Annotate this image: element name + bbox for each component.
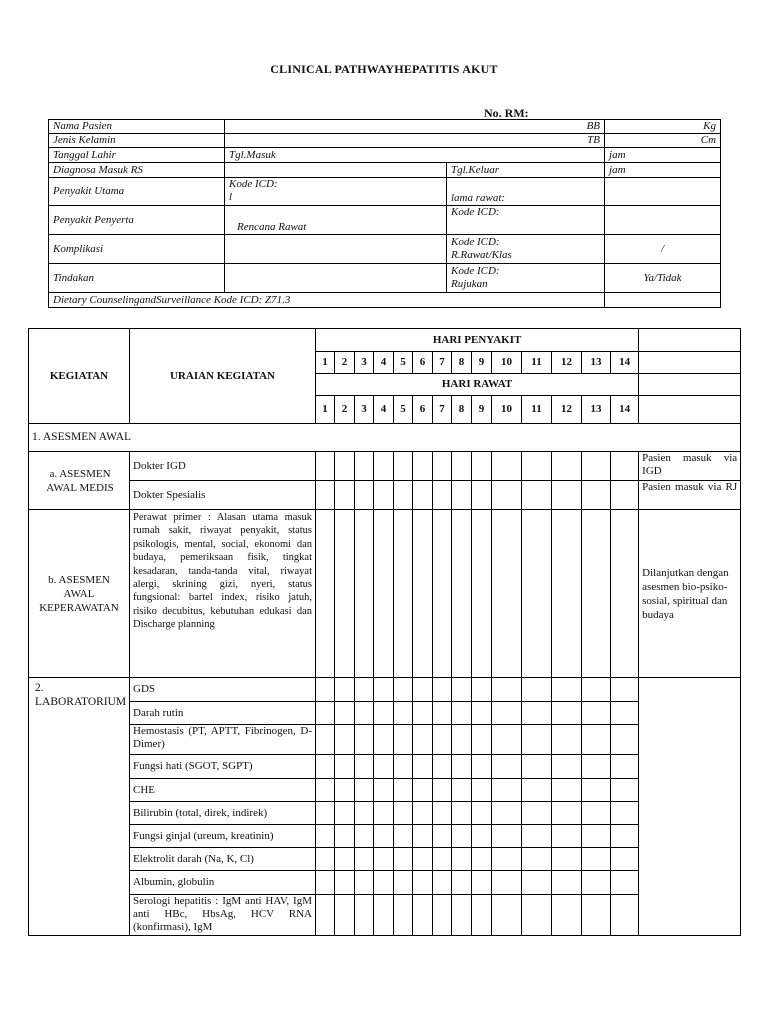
laboratorium-label: 2. LABORATORIUM: [29, 678, 130, 936]
day-check-cell[interactable]: [355, 452, 374, 481]
day-check-cell[interactable]: [413, 510, 433, 678]
hari-rawat-day-4: 4: [374, 396, 394, 424]
lab-item: CHE: [130, 779, 316, 802]
hari-rawat-day-14: 14: [611, 396, 639, 424]
day-check-cell[interactable]: [394, 481, 413, 510]
day-check-cell[interactable]: [413, 779, 433, 802]
hari-rawat-day-3: 3: [355, 396, 374, 424]
day-check-cell[interactable]: [611, 779, 639, 802]
day-check-cell[interactable]: [472, 510, 492, 678]
day-check-cell[interactable]: [611, 848, 639, 871]
day-check-cell[interactable]: [492, 755, 522, 779]
day-check-cell[interactable]: [394, 895, 413, 936]
day-check-cell[interactable]: [413, 802, 433, 825]
hari-rawat-header: HARI RAWAT: [316, 374, 639, 396]
day-check-cell[interactable]: [335, 755, 355, 779]
kg-label: Kg: [605, 120, 721, 134]
day-check-cell[interactable]: [374, 452, 394, 481]
day-check-cell[interactable]: [452, 678, 472, 702]
day-check-cell[interactable]: [433, 755, 452, 779]
day-check-cell[interactable]: [472, 802, 492, 825]
header-blank-cell: [639, 352, 741, 374]
day-check-cell[interactable]: [611, 678, 639, 702]
dokter-spesialis: Dokter Spesialis: [130, 481, 316, 510]
hari-rawat-day-8: 8: [452, 396, 472, 424]
day-check-cell[interactable]: [552, 678, 582, 702]
day-check-cell[interactable]: [316, 848, 335, 871]
day-check-cell[interactable]: [522, 779, 552, 802]
day-check-cell[interactable]: [374, 725, 394, 755]
day-check-cell[interactable]: [335, 871, 355, 895]
day-check-cell[interactable]: [472, 825, 492, 848]
day-check-cell[interactable]: [394, 755, 413, 779]
hari-penyakit-day-2: 2: [335, 352, 355, 374]
pathway-table: [28, 328, 741, 936]
hari-rawat-day-7: 7: [433, 396, 452, 424]
day-check-cell[interactable]: [316, 871, 335, 895]
diagnosa-masuk-label: Diagnosa Masuk RS: [49, 163, 225, 178]
day-check-cell[interactable]: [452, 895, 472, 936]
kode-icd-utama: Kode ICD:: [229, 178, 278, 190]
ket-lanjut: Dilanjutkan dengan asesmen bio-psiko-sosial, spiritual dan budaya: [639, 510, 741, 678]
day-check-cell[interactable]: [374, 802, 394, 825]
day-check-cell[interactable]: [472, 755, 492, 779]
day-check-cell[interactable]: [522, 452, 552, 481]
lab-item: Albumin, globulin: [130, 871, 316, 895]
day-check-cell[interactable]: [611, 871, 639, 895]
day-check-cell[interactable]: [413, 848, 433, 871]
day-check-cell[interactable]: [582, 755, 611, 779]
lab-item: Hemostasis (PT, APTT, Fibrinogen, D-Dimer): [130, 725, 316, 755]
day-check-cell[interactable]: [452, 452, 472, 481]
tgl-masuk-label: Tgl.Masuk: [225, 148, 605, 163]
header-blank-cell: [639, 396, 741, 424]
lab-item: Elektrolit darah (Na, K, Cl): [130, 848, 316, 871]
day-check-cell[interactable]: [374, 895, 394, 936]
day-check-cell[interactable]: [433, 895, 452, 936]
day-check-cell[interactable]: [522, 802, 552, 825]
day-check-cell[interactable]: [413, 825, 433, 848]
day-check-cell[interactable]: [316, 702, 335, 725]
kode-icd-komplikasi: Kode ICD:: [451, 236, 500, 248]
hari-penyakit-day-8: 8: [452, 352, 472, 374]
penyakit-utama-label: Penyakit Utama: [49, 178, 225, 206]
day-check-cell[interactable]: [316, 678, 335, 702]
day-check-cell[interactable]: [316, 481, 335, 510]
tindakan-label: Tindakan: [49, 264, 225, 293]
day-check-cell[interactable]: [522, 725, 552, 755]
day-check-cell[interactable]: [335, 848, 355, 871]
day-check-cell[interactable]: [472, 871, 492, 895]
day-check-cell[interactable]: [335, 825, 355, 848]
day-check-cell[interactable]: [394, 802, 413, 825]
day-check-cell[interactable]: [492, 848, 522, 871]
jam-keluar-label: jam: [605, 163, 721, 178]
day-check-cell[interactable]: [452, 725, 472, 755]
day-check-cell[interactable]: [582, 871, 611, 895]
day-check-cell[interactable]: [394, 678, 413, 702]
day-check-cell[interactable]: [413, 481, 433, 510]
day-check-cell[interactable]: [472, 779, 492, 802]
day-check-cell[interactable]: [316, 510, 335, 678]
day-check-cell[interactable]: [335, 725, 355, 755]
day-check-cell[interactable]: [335, 481, 355, 510]
day-check-cell[interactable]: [316, 825, 335, 848]
day-check-cell[interactable]: [355, 802, 374, 825]
dokter-igd: Dokter IGD: [130, 452, 316, 481]
day-check-cell[interactable]: [394, 848, 413, 871]
day-check-cell[interactable]: [394, 779, 413, 802]
day-check-cell[interactable]: [413, 678, 433, 702]
day-check-cell[interactable]: [492, 725, 522, 755]
hari-rawat-day-13: 13: [582, 396, 611, 424]
hari-penyakit-header: HARI PENYAKIT: [316, 329, 639, 352]
day-check-cell[interactable]: [492, 802, 522, 825]
day-check-cell[interactable]: [394, 825, 413, 848]
lab-item: Serologi hepatitis : IgM anti HAV, IgM anti HBc, HbsAg, HCV RNA (konfirmasi), IgM: [130, 895, 316, 936]
kode-icd-tindakan: Kode ICD:: [451, 265, 500, 277]
day-check-cell[interactable]: [472, 481, 492, 510]
day-check-cell[interactable]: [452, 755, 472, 779]
day-check-cell[interactable]: [452, 825, 472, 848]
day-check-cell[interactable]: [433, 725, 452, 755]
day-check-cell[interactable]: [355, 510, 374, 678]
day-check-cell[interactable]: [552, 895, 582, 936]
day-check-cell[interactable]: [611, 510, 639, 678]
day-check-cell[interactable]: [552, 481, 582, 510]
day-check-cell[interactable]: [582, 848, 611, 871]
hari-penyakit-day-11: 11: [522, 352, 552, 374]
day-check-cell[interactable]: [394, 452, 413, 481]
day-check-cell[interactable]: [374, 825, 394, 848]
day-check-cell[interactable]: [374, 848, 394, 871]
day-check-cell[interactable]: [582, 678, 611, 702]
day-check-cell[interactable]: [611, 895, 639, 936]
lab-item: GDS: [130, 678, 316, 702]
day-check-cell[interactable]: [355, 725, 374, 755]
tb-label: TB: [225, 134, 605, 148]
day-check-cell[interactable]: [335, 452, 355, 481]
hari-penyakit-day-4: 4: [374, 352, 394, 374]
day-check-cell[interactable]: [335, 510, 355, 678]
hari-penyakit-day-1: 1: [316, 352, 335, 374]
day-check-cell[interactable]: [316, 895, 335, 936]
rencana-rawat-label: Rencana Rawat: [225, 206, 447, 235]
day-check-cell[interactable]: [472, 702, 492, 725]
day-check-cell[interactable]: [374, 871, 394, 895]
day-check-cell[interactable]: [552, 848, 582, 871]
day-check-cell[interactable]: [394, 702, 413, 725]
kode-icd-penyerta: Kode ICD:: [447, 206, 605, 235]
tgl-keluar-label: Tgl.Keluar: [447, 163, 605, 178]
day-check-cell[interactable]: [413, 702, 433, 725]
day-check-cell[interactable]: [582, 481, 611, 510]
komplikasi-label: Komplikasi: [49, 235, 225, 264]
day-check-cell[interactable]: [611, 702, 639, 725]
day-check-cell[interactable]: [452, 702, 472, 725]
day-check-cell[interactable]: [316, 802, 335, 825]
ket-igd: Pasien masuk via IGD: [639, 452, 741, 481]
day-check-cell[interactable]: [611, 452, 639, 481]
day-check-cell[interactable]: [472, 848, 492, 871]
kegiatan-header: KEGIATAN: [29, 329, 130, 424]
day-check-cell[interactable]: [552, 510, 582, 678]
day-check-cell[interactable]: [413, 452, 433, 481]
asesmen-awal-keperawatan-label: b. ASESMEN AWAL KEPERAWATAN: [29, 510, 130, 678]
hari-penyakit-day-3: 3: [355, 352, 374, 374]
slash-mark: /: [605, 235, 721, 264]
hari-penyakit-day-12: 12: [552, 352, 582, 374]
day-check-cell[interactable]: [374, 678, 394, 702]
day-check-cell[interactable]: [492, 678, 522, 702]
day-check-cell[interactable]: [316, 725, 335, 755]
jam-masuk-label: jam: [605, 148, 721, 163]
day-check-cell[interactable]: [355, 481, 374, 510]
day-check-cell[interactable]: [492, 895, 522, 936]
asesmen-awal-medis-label: a. ASESMEN AWAL MEDIS: [29, 452, 130, 510]
hari-rawat-day-10: 10: [492, 396, 522, 424]
day-check-cell[interactable]: [335, 895, 355, 936]
lab-item: Darah rutin: [130, 702, 316, 725]
day-check-cell[interactable]: [316, 755, 335, 779]
day-check-cell[interactable]: [611, 755, 639, 779]
day-check-cell[interactable]: [433, 702, 452, 725]
lama-rawat-label: lama rawat:: [447, 178, 605, 206]
hari-penyakit-day-9: 9: [472, 352, 492, 374]
day-check-cell[interactable]: [335, 779, 355, 802]
day-check-cell[interactable]: [492, 779, 522, 802]
day-check-cell[interactable]: [552, 825, 582, 848]
day-check-cell[interactable]: [433, 848, 452, 871]
lab-item: Fungsi hati (SGOT, SGPT): [130, 755, 316, 779]
day-check-cell[interactable]: [522, 702, 552, 725]
day-check-cell[interactable]: [492, 510, 522, 678]
hari-penyakit-day-10: 10: [492, 352, 522, 374]
day-check-cell[interactable]: [452, 779, 472, 802]
day-check-cell[interactable]: [355, 779, 374, 802]
day-check-cell[interactable]: [582, 510, 611, 678]
day-check-cell[interactable]: [374, 481, 394, 510]
day-check-cell[interactable]: [472, 678, 492, 702]
day-check-cell[interactable]: [552, 452, 582, 481]
day-check-cell[interactable]: [522, 871, 552, 895]
day-check-cell[interactable]: [522, 848, 552, 871]
day-check-cell[interactable]: [452, 871, 472, 895]
day-check-cell[interactable]: [355, 848, 374, 871]
day-check-cell[interactable]: [492, 481, 522, 510]
day-check-cell[interactable]: [374, 755, 394, 779]
day-check-cell[interactable]: [413, 725, 433, 755]
day-check-cell[interactable]: [452, 481, 472, 510]
jenis-kelamin-label: Jenis Kelamin: [49, 134, 225, 148]
day-check-cell[interactable]: [433, 802, 452, 825]
day-check-cell[interactable]: [355, 871, 374, 895]
hari-rawat-day-2: 2: [335, 396, 355, 424]
day-check-cell[interactable]: [374, 510, 394, 678]
day-check-cell[interactable]: [552, 755, 582, 779]
tanggal-lahir-label: Tanggal Lahir: [49, 148, 225, 163]
day-check-cell[interactable]: [472, 452, 492, 481]
day-check-cell[interactable]: [335, 802, 355, 825]
day-check-cell[interactable]: [582, 702, 611, 725]
day-check-cell[interactable]: [611, 481, 639, 510]
day-check-cell[interactable]: [522, 678, 552, 702]
l-mark: l: [229, 191, 233, 203]
day-check-cell[interactable]: [611, 725, 639, 755]
day-check-cell[interactable]: [522, 510, 552, 678]
hari-rawat-day-9: 9: [472, 396, 492, 424]
day-check-cell[interactable]: [433, 871, 452, 895]
uraian-header: URAIAN KEGIATAN: [130, 329, 316, 424]
day-check-cell[interactable]: [355, 755, 374, 779]
page-title: CLINICAL PATHWAYHEPATITIS AKUT: [270, 62, 498, 76]
dietary-label: Dietary CounselingandSurveillance Kode ICD: Z71.3: [49, 293, 605, 308]
ya-tidak-label: Ya/Tidak: [605, 264, 721, 293]
day-check-cell[interactable]: [355, 678, 374, 702]
day-check-cell[interactable]: [452, 510, 472, 678]
hari-rawat-day-12: 12: [552, 396, 582, 424]
hari-rawat-day-1: 1: [316, 396, 335, 424]
day-check-cell[interactable]: [522, 895, 552, 936]
day-check-cell[interactable]: [492, 871, 522, 895]
day-check-cell[interactable]: [582, 825, 611, 848]
day-check-cell[interactable]: [611, 802, 639, 825]
day-check-cell[interactable]: [413, 895, 433, 936]
day-check-cell[interactable]: [433, 678, 452, 702]
r-rawat-klas-label: R.Rawat/Klas: [451, 249, 512, 261]
day-check-cell[interactable]: [433, 452, 452, 481]
day-check-cell[interactable]: [522, 825, 552, 848]
day-check-cell[interactable]: [492, 825, 522, 848]
day-check-cell[interactable]: [374, 702, 394, 725]
day-check-cell[interactable]: [433, 825, 452, 848]
day-check-cell[interactable]: [552, 871, 582, 895]
penyakit-penyerta-label: Penyakit Penyerta: [49, 206, 225, 235]
day-check-cell[interactable]: [394, 871, 413, 895]
day-check-cell[interactable]: [522, 481, 552, 510]
day-check-cell[interactable]: [582, 725, 611, 755]
day-check-cell[interactable]: [355, 825, 374, 848]
day-check-cell[interactable]: [492, 702, 522, 725]
bb-label: BB: [225, 120, 605, 134]
day-check-cell[interactable]: [394, 725, 413, 755]
day-check-cell[interactable]: [335, 678, 355, 702]
lab-keterangan-cell: [639, 678, 741, 936]
day-check-cell[interactable]: [374, 779, 394, 802]
rujukan-label: Rujukan: [451, 278, 488, 290]
hari-rawat-day-6: 6: [413, 396, 433, 424]
hari-penyakit-day-7: 7: [433, 352, 452, 374]
day-check-cell[interactable]: [582, 895, 611, 936]
hari-penyakit-day-13: 13: [582, 352, 611, 374]
day-check-cell[interactable]: [611, 825, 639, 848]
day-check-cell[interactable]: [433, 510, 452, 678]
day-check-cell[interactable]: [552, 802, 582, 825]
day-check-cell[interactable]: [335, 702, 355, 725]
day-check-cell[interactable]: [413, 755, 433, 779]
ket-rj: Pasien masuk via RJ: [639, 481, 741, 510]
day-check-cell[interactable]: [316, 779, 335, 802]
day-check-cell[interactable]: [522, 755, 552, 779]
day-check-cell[interactable]: [472, 895, 492, 936]
day-check-cell[interactable]: [582, 802, 611, 825]
day-check-cell[interactable]: [355, 895, 374, 936]
patient-info-table: [48, 119, 721, 308]
day-check-cell[interactable]: [355, 702, 374, 725]
hari-rawat-day-5: 5: [394, 396, 413, 424]
nama-pasien-label: Nama Pasien: [49, 120, 225, 134]
lab-item: Bilirubin (total, direk, indirek): [130, 802, 316, 825]
asesmen-awal-heading: 1. ASESMEN AWAL: [29, 424, 741, 452]
day-check-cell[interactable]: [433, 779, 452, 802]
day-check-cell[interactable]: [552, 702, 582, 725]
hari-penyakit-day-14: 14: [611, 352, 639, 374]
day-check-cell[interactable]: [394, 510, 413, 678]
lab-item: Fungsi ginjal (ureum, kreatinin): [130, 825, 316, 848]
hari-penyakit-day-5: 5: [394, 352, 413, 374]
day-check-cell[interactable]: [452, 802, 472, 825]
day-check-cell[interactable]: [452, 848, 472, 871]
day-check-cell[interactable]: [582, 452, 611, 481]
perawat-primer-text: Perawat primer : Alasan utama masuk rumah sakit, riwayat penyakit, status psikologis, mental, social, ekonomi dan budaya, pemeriksaan fisik, tingkat kesadaran, tanda-tanda vital, riwayat alergi, skrining gizi, nyeri, status fungsional: bartel index, risiko jatuh, risiko decubitus, kebutuhan edukasi dan Discharge planning: [130, 510, 316, 678]
day-check-cell[interactable]: [582, 779, 611, 802]
no-rm-label: No. RM:: [484, 106, 529, 120]
day-check-cell[interactable]: [552, 779, 582, 802]
cm-label: Cm: [605, 134, 721, 148]
day-check-cell[interactable]: [552, 725, 582, 755]
day-check-cell[interactable]: [316, 452, 335, 481]
hari-penyakit-day-6: 6: [413, 352, 433, 374]
day-check-cell[interactable]: [472, 725, 492, 755]
day-check-cell[interactable]: [492, 452, 522, 481]
day-check-cell[interactable]: [433, 481, 452, 510]
hari-rawat-day-11: 11: [522, 396, 552, 424]
day-check-cell[interactable]: [413, 871, 433, 895]
